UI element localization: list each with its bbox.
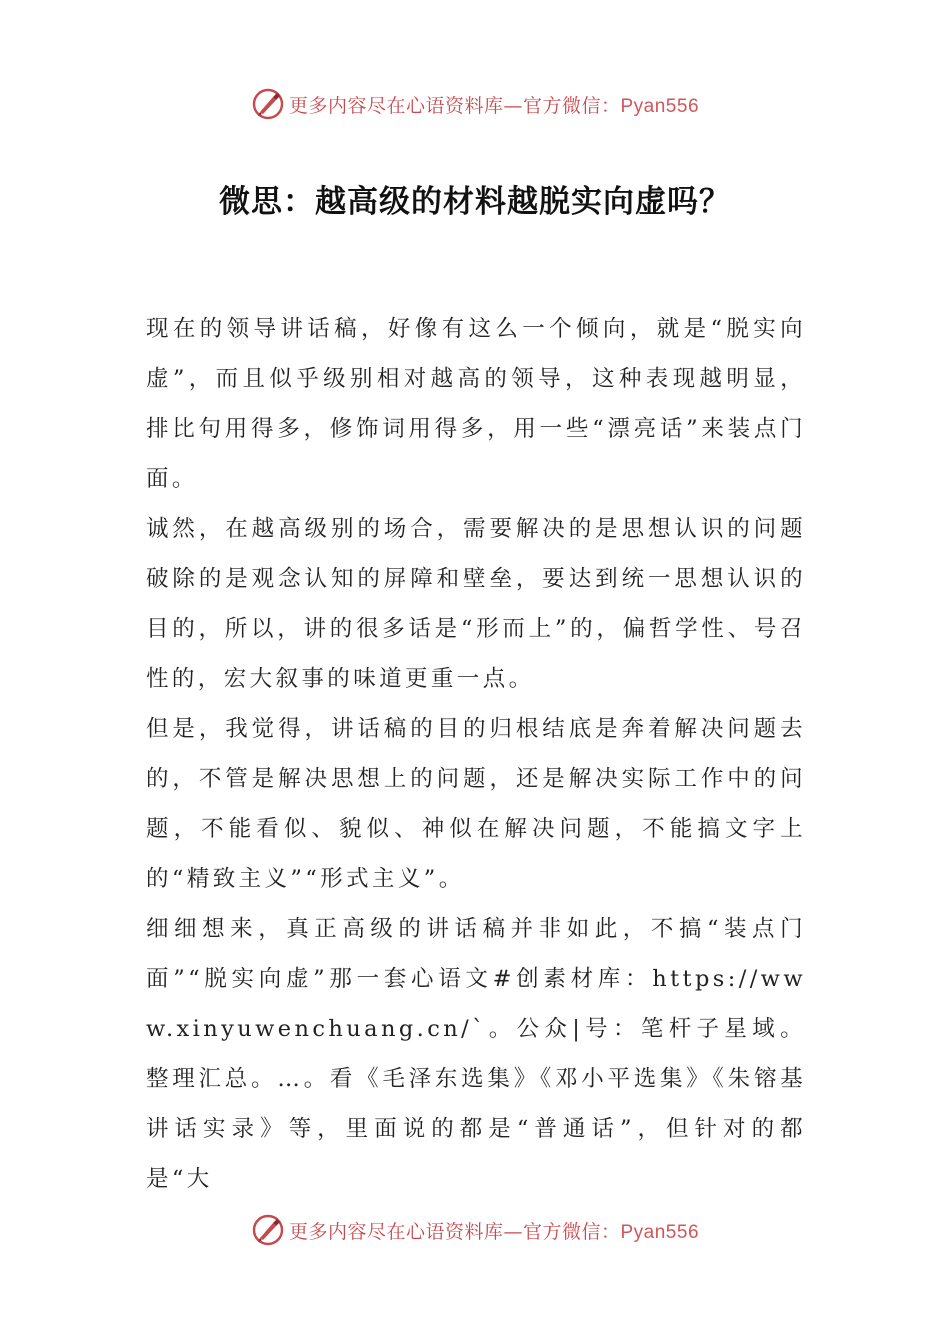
document-title: 微思：越高级的材料越脱实向虚吗？ <box>219 184 731 220</box>
banner-text: 更多内容尽在心语资料库—官方微信： <box>288 94 621 117</box>
paragraph-4: 细细想来，真正高级的讲话稿并非如此，不搞“装点门面”“脱实向虚”那一套心语文#创素材库：https://www.xinyuwenchuang.cn/`。公众|号：笔杆子星域。整理汇总。…。看《毛泽东选集》《邓小平选集》《朱镕基讲话实录》等，里面说的都是“普通话”，但针对的都是“大 <box>146 916 806 1192</box>
pen-logo-icon <box>251 1213 285 1247</box>
footer-watermark-banner <box>0 1210 950 1250</box>
document-body <box>146 304 806 1204</box>
paragraph-1: 现在的领导讲话稿，好像有这么一个倾向，就是“脱实向虚”，而且似乎级别相对越高的领导，这种表现越明显，排比句用得多，修饰词用得多，用一些“漂亮话”来装点门面。 <box>146 316 806 492</box>
banner-wechat-id: Pyan556 <box>620 95 700 117</box>
pen-logo-icon <box>251 87 285 121</box>
banner-wechat-id: Pyan556 <box>620 1221 700 1243</box>
header-watermark-banner <box>0 84 950 124</box>
banner-text: 更多内容尽在心语资料库—官方微信： <box>288 1220 621 1243</box>
banner-text-group <box>289 91 699 118</box>
paragraph-3: 但是，我觉得，讲话稿的目的归根结底是奔着解决问题去的，不管是解决思想上的问题，还是解决实际工作中的问题，不能看似、貌似、神似在解决问题，不能搞文字上的“精致主义”“形式主义”。 <box>146 716 806 892</box>
paragraph-2: 诚然，在越高级别的场合，需要解决的是思想认识的问题破除的是观念认知的屏障和壁垒，要达到统一思想认识的目的，所以，讲的很多话是“形而上”的，偏哲学性、号召性的，宏大叙事的味道更重一点。 <box>146 516 806 692</box>
banner-text-group <box>289 1217 699 1244</box>
